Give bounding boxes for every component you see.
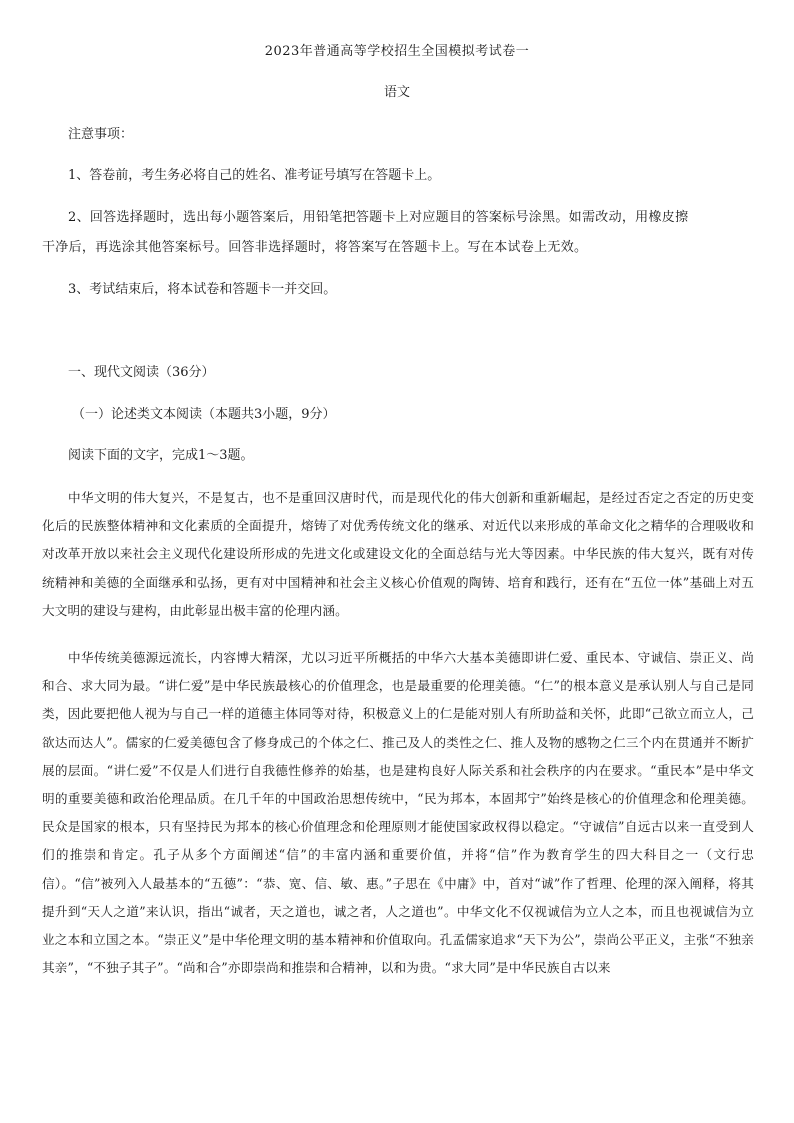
note-item-2-line-2: 干净后，再选涂其他答案标号。回答非选择题时，将答案写在答题卡上。写在本试卷上无效。 [42,240,588,255]
note-item-3: 3、考试结束后，将本试卷和答题卡一并交回。 [68,282,337,297]
note-item-2-line-1: 2、回答选择题时，选出每小题答案后，用铅笔把答题卡上对应题目的答案标号涂黑。如需改动，用橡皮擦 [68,210,689,225]
subsection-heading: （一）论述类文本阅读（本题共3小题，9分） [72,407,336,422]
passage-paragraph-2: 中华传统美德源远流长，内容博大精深，尤以习近平所概括的中华六大基本美德即讲仁爱、重民本、守诚信、崇正义、尚和合、求大同为最。“讲仁爱”是中华民族最核心的价值理念，也是最重要的伦理美德。“仁”的根本意义是承认别人与自己是同类，因此要把他人视为与自己一样的道德主体同等对待，积极意义上的仁是能对别人有所助益和关怀，此即“己欲立而立人，己欲达而达人”。儒家的仁爱美德包含了修身成己的个体之仁、推己及人的类性之仁、推人及物的感物之仁三个内在贯通并不断扩展的层面。“讲仁爱”不仅是人们进行自我德性修养的始基，也是建构良好人际关系和社会秩序的内在要求。“重民本”是中华文明的重要美德和政治伦理品质。在几千年的中国政治思想传统中，“民为邦本，本固邦宁”始终是核心的价值理念和伦理美德。民众是国家的根本，只有坚持民为邦本的核心价值理念和伦理原则才能使国家政权得以稳定。“守诚信”自远古以来一直受到人们的推崇和肯定。孔子从多个方面阐述“信”的丰富内涵和重要价值，并将“信”作为教育学生的四大科目之一（文行忠信）。“信”被列入人最基本的“五德”：“恭、宽、信、敏、惠。”子思在《中庸》中，首对“诚”作了哲理、伦理的深入阐释，将其提升到“天人之道”来认识，指出“诚者，天之道也，诚之者，人之道也”。中华文化不仅视诚信为立人之本，而且也视诚信为立业之本和立国之本。“崇正义”是中华伦理文明的基本精神和价值取向。孔孟儒家追求“天下为公”，崇尚公平正义，主张“不独亲其亲”，“不独子其子”。“尚和合”亦即崇尚和推崇和合精神，以和为贵。“求大同”是中华民族自古以来 [42,650,754,976]
reading-instruction: 阅读下面的文字，完成1～3题。 [68,448,254,463]
subject-heading: 语文 [383,85,410,100]
note-item-1: 1、答卷前，考生务必将自己的姓名、准考证号填写在答题卡上。 [68,168,441,183]
section-heading: 一、现代文阅读（36分） [68,365,215,380]
notes-heading: 注意事项： [68,127,134,142]
exam-title: 2023年普通高等学校招生全国模拟考试卷一 [264,44,530,59]
passage-paragraph-1: 中华文明的伟大复兴，不是复古，也不是重回汉唐时代，而是现代化的伟大创新和重新崛起，是经过否定之否定的历史变化后的民族整体精神和文化素质的全面提升，熔铸了对优秀传统文化的继承、对近代以来形成的革命文化之精华的合理吸收和对改革开放以来社会主义现代化建设所形成的先进文化或建设文化的全面总结与光大等因素。中华民族的伟大复兴，既有对传统精神和美德的全面继承和弘扬，更有对中国精神和社会主义核心价值观的陶铸、培育和践行，还有在“五位一体”基础上对五大文明的建设与建构，由此彰显出极丰富的伦理内涵。 [42,490,754,618]
